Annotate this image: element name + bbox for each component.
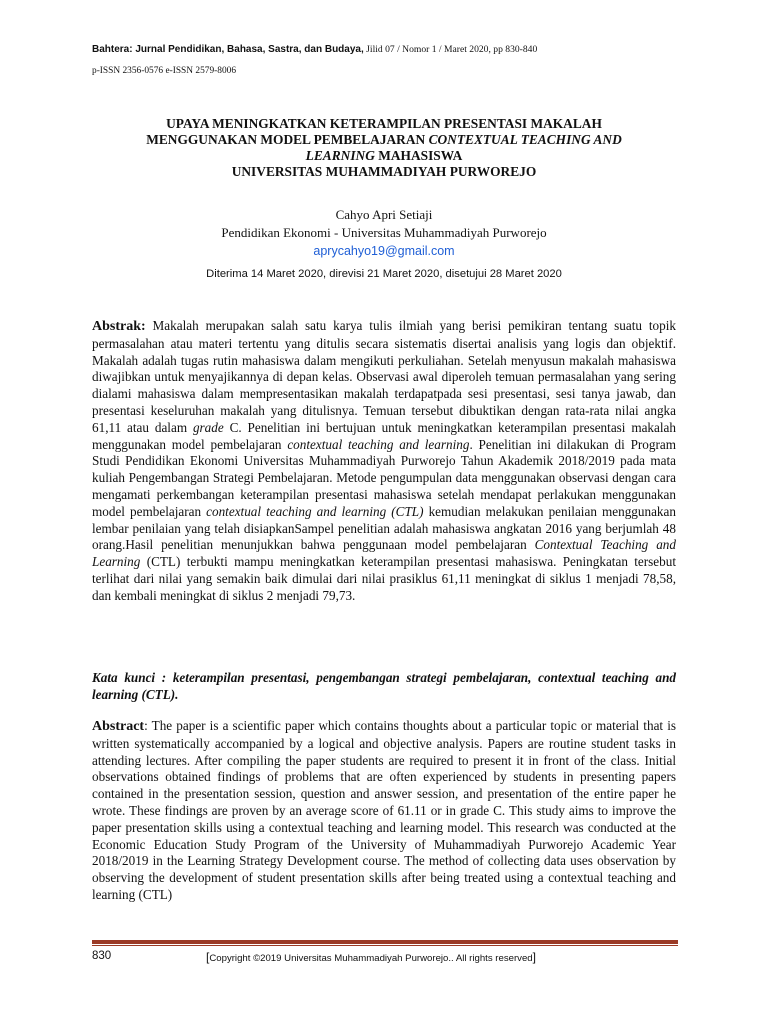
- footer-rule: [92, 940, 678, 944]
- abstrak-text-5: (CTL) terbukti mampu meningkatkan keterampilan presentasi mahasiswa. Peningkatan tersebut terlihat dari nilai yang semakin baik dimulai dari nilai prasiklus 61,11 meningkat di siklus 1 menjadi 78,58, dan kembali meningkat di siklus 2 menjadi 79,73.: [92, 554, 676, 603]
- title-line-3: [92, 148, 676, 164]
- author-block: [92, 206, 676, 260]
- author-affiliation: Pendidikan Ekonomi - Universitas Muhammadiyah Purworejo: [221, 225, 547, 240]
- volume-info: Jilid 07 / Nomor 1 / Maret 2020, pp 830-840: [366, 44, 538, 55]
- paper-title: [92, 116, 676, 180]
- abstract-text: : The paper is a scientific paper which contains thoughts about a particular topic or material that is written systematically accompanied by a logical and objective analysis. Papers are routine student tasks in attending lectures. After compiling the paper students are required to present it in front of the class. Initial observations obtained findings of problems that are often experienced by students in presenting papers contained in the presentation session, question and answer session, and presentation of the entire paper he wrote. These findings are proven by an average score of 61.11 or in grade C. This study aims to improve the paper presentation skills using a contextual teaching and learning model. This research was conducted at the Economic Education Study Program of the University of Muhammadiyah Purworejo Academic Year 2018/2019 in the Learning Strategy Development course. The method of collecting data uses observation by observing the development of student presentation skills after being treated using a contextual teaching and learning (CTL): [92, 718, 676, 902]
- abstrak-text-3: . Penelitian ini dilakukan di Program Studi Pendidikan Ekonomi Universitas Muhammadiyah Purworejo Tahun Akademik 2018/2019 pada mata kuliah Pengembangan Strategi Pembelajaran. Metode pengumpulan data menggunakan observasi dengan cara mengamati perkembangan keterampilan presentasi mahasiswa setelah mendapat perlakukan menggunakan model pembelajaran: [92, 436, 676, 519]
- copyright-notice: [206, 950, 536, 964]
- title-line-1: UPAYA MENINGKATKAN KETERAMPILAN PRESENTASI MAKALAH: [166, 116, 602, 131]
- copyright-text: Copyright ©2019 Universitas Muhammadiyah Purworejo.. All rights reserved: [209, 953, 533, 964]
- abstrak-text-2: C. Penelitian ini bertujuan untuk meningkatkan keterampilan presentasi makalah menggunakan model pembelajaran: [92, 419, 676, 452]
- abstrak-italic-3: contextual teaching and learning (CTL): [206, 503, 424, 519]
- title-line-2-text: MENGGUNAKAN MODEL PEMBELAJARAN: [146, 132, 426, 147]
- title-line-3-text: MAHASISWA: [378, 148, 463, 163]
- abstrak-text-1: Makalah merupakan salah satu karya tulis ilmiah yang berisi pemikiran tentang suatu topik permasalahan atau materi tertentu yang ditulis secara sistematis disertai analisis yang logis dan objektif. Makalah adalah tugas rutin mahasiswa dalam mengikuti perkuliahan. Setelah menyusun makalah mahasiswa diwajibkan untuk menyajikannya di depan kelas. Observasi awal diperoleh temuan permasalahan yang sering dialami mahasiswa dalam mempresentasikan makalah terdapatpada sesi presentasi, sesi tanya jawab, dan presentasi keseluruhan makalah yang ditulisnya. Temuan tersebut dibuktikan dengan rata-rata nilai angka 61,11 atau dalam: [92, 318, 676, 435]
- title-line-4: UNIVERSITAS MUHAMMADIYAH PURWOREJO: [231, 164, 537, 179]
- issn-line: p-ISSN 2356-0576 e-ISSN 2579-8006: [92, 66, 237, 76]
- title-line-3-italic: LEARNING: [305, 148, 375, 163]
- journal-name: Bahtera: Jurnal Pendidikan, Bahasa, Sastra, dan Budaya,: [92, 44, 364, 55]
- bracket-close: ]: [532, 950, 536, 964]
- author-email[interactable]: aprycahyo19@gmail.com: [313, 244, 455, 258]
- abstrak-label: Abstrak:: [92, 319, 146, 334]
- title-line-2-italic: CONTEXTUAL TEACHING AND: [428, 132, 622, 147]
- author-name: Cahyo Apri Setiaji: [335, 207, 433, 222]
- abstrak-italic-2: contextual teaching and learning: [287, 436, 470, 452]
- abstrak-text-4: kemudian melakukan penilaian menggunakan lembar penilaian yang telah disiapkanSampel penelitian adalah mahasiswa angkatan 2016 yang berjumlah 48 orang.Hasil penelitian menunjukkan bahwa penggunaan model pembelajaran: [92, 503, 676, 553]
- abstrak-italic-1: grade: [192, 419, 224, 435]
- abstrak-paragraph: [92, 318, 676, 605]
- abstrak-italic-4: Contextual Teaching and Learning: [92, 537, 676, 570]
- title-line-2: [92, 132, 676, 148]
- footer-rule-thin: [92, 945, 678, 946]
- abstract-paragraph: [92, 718, 676, 904]
- journal-header: [92, 44, 537, 55]
- bracket-open: [: [206, 950, 210, 964]
- keywords: Kata kunci : keterampilan presentasi, pengembangan strategi pembelajaran, contextual teaching and learning (CTL).: [92, 670, 676, 702]
- submission-dates: Diterima 14 Maret 2020, direvisi 21 Maret 2020, disetujui 28 Maret 2020: [206, 268, 562, 280]
- abstract-label: Abstract: [92, 719, 145, 734]
- page-number: 830: [92, 950, 112, 962]
